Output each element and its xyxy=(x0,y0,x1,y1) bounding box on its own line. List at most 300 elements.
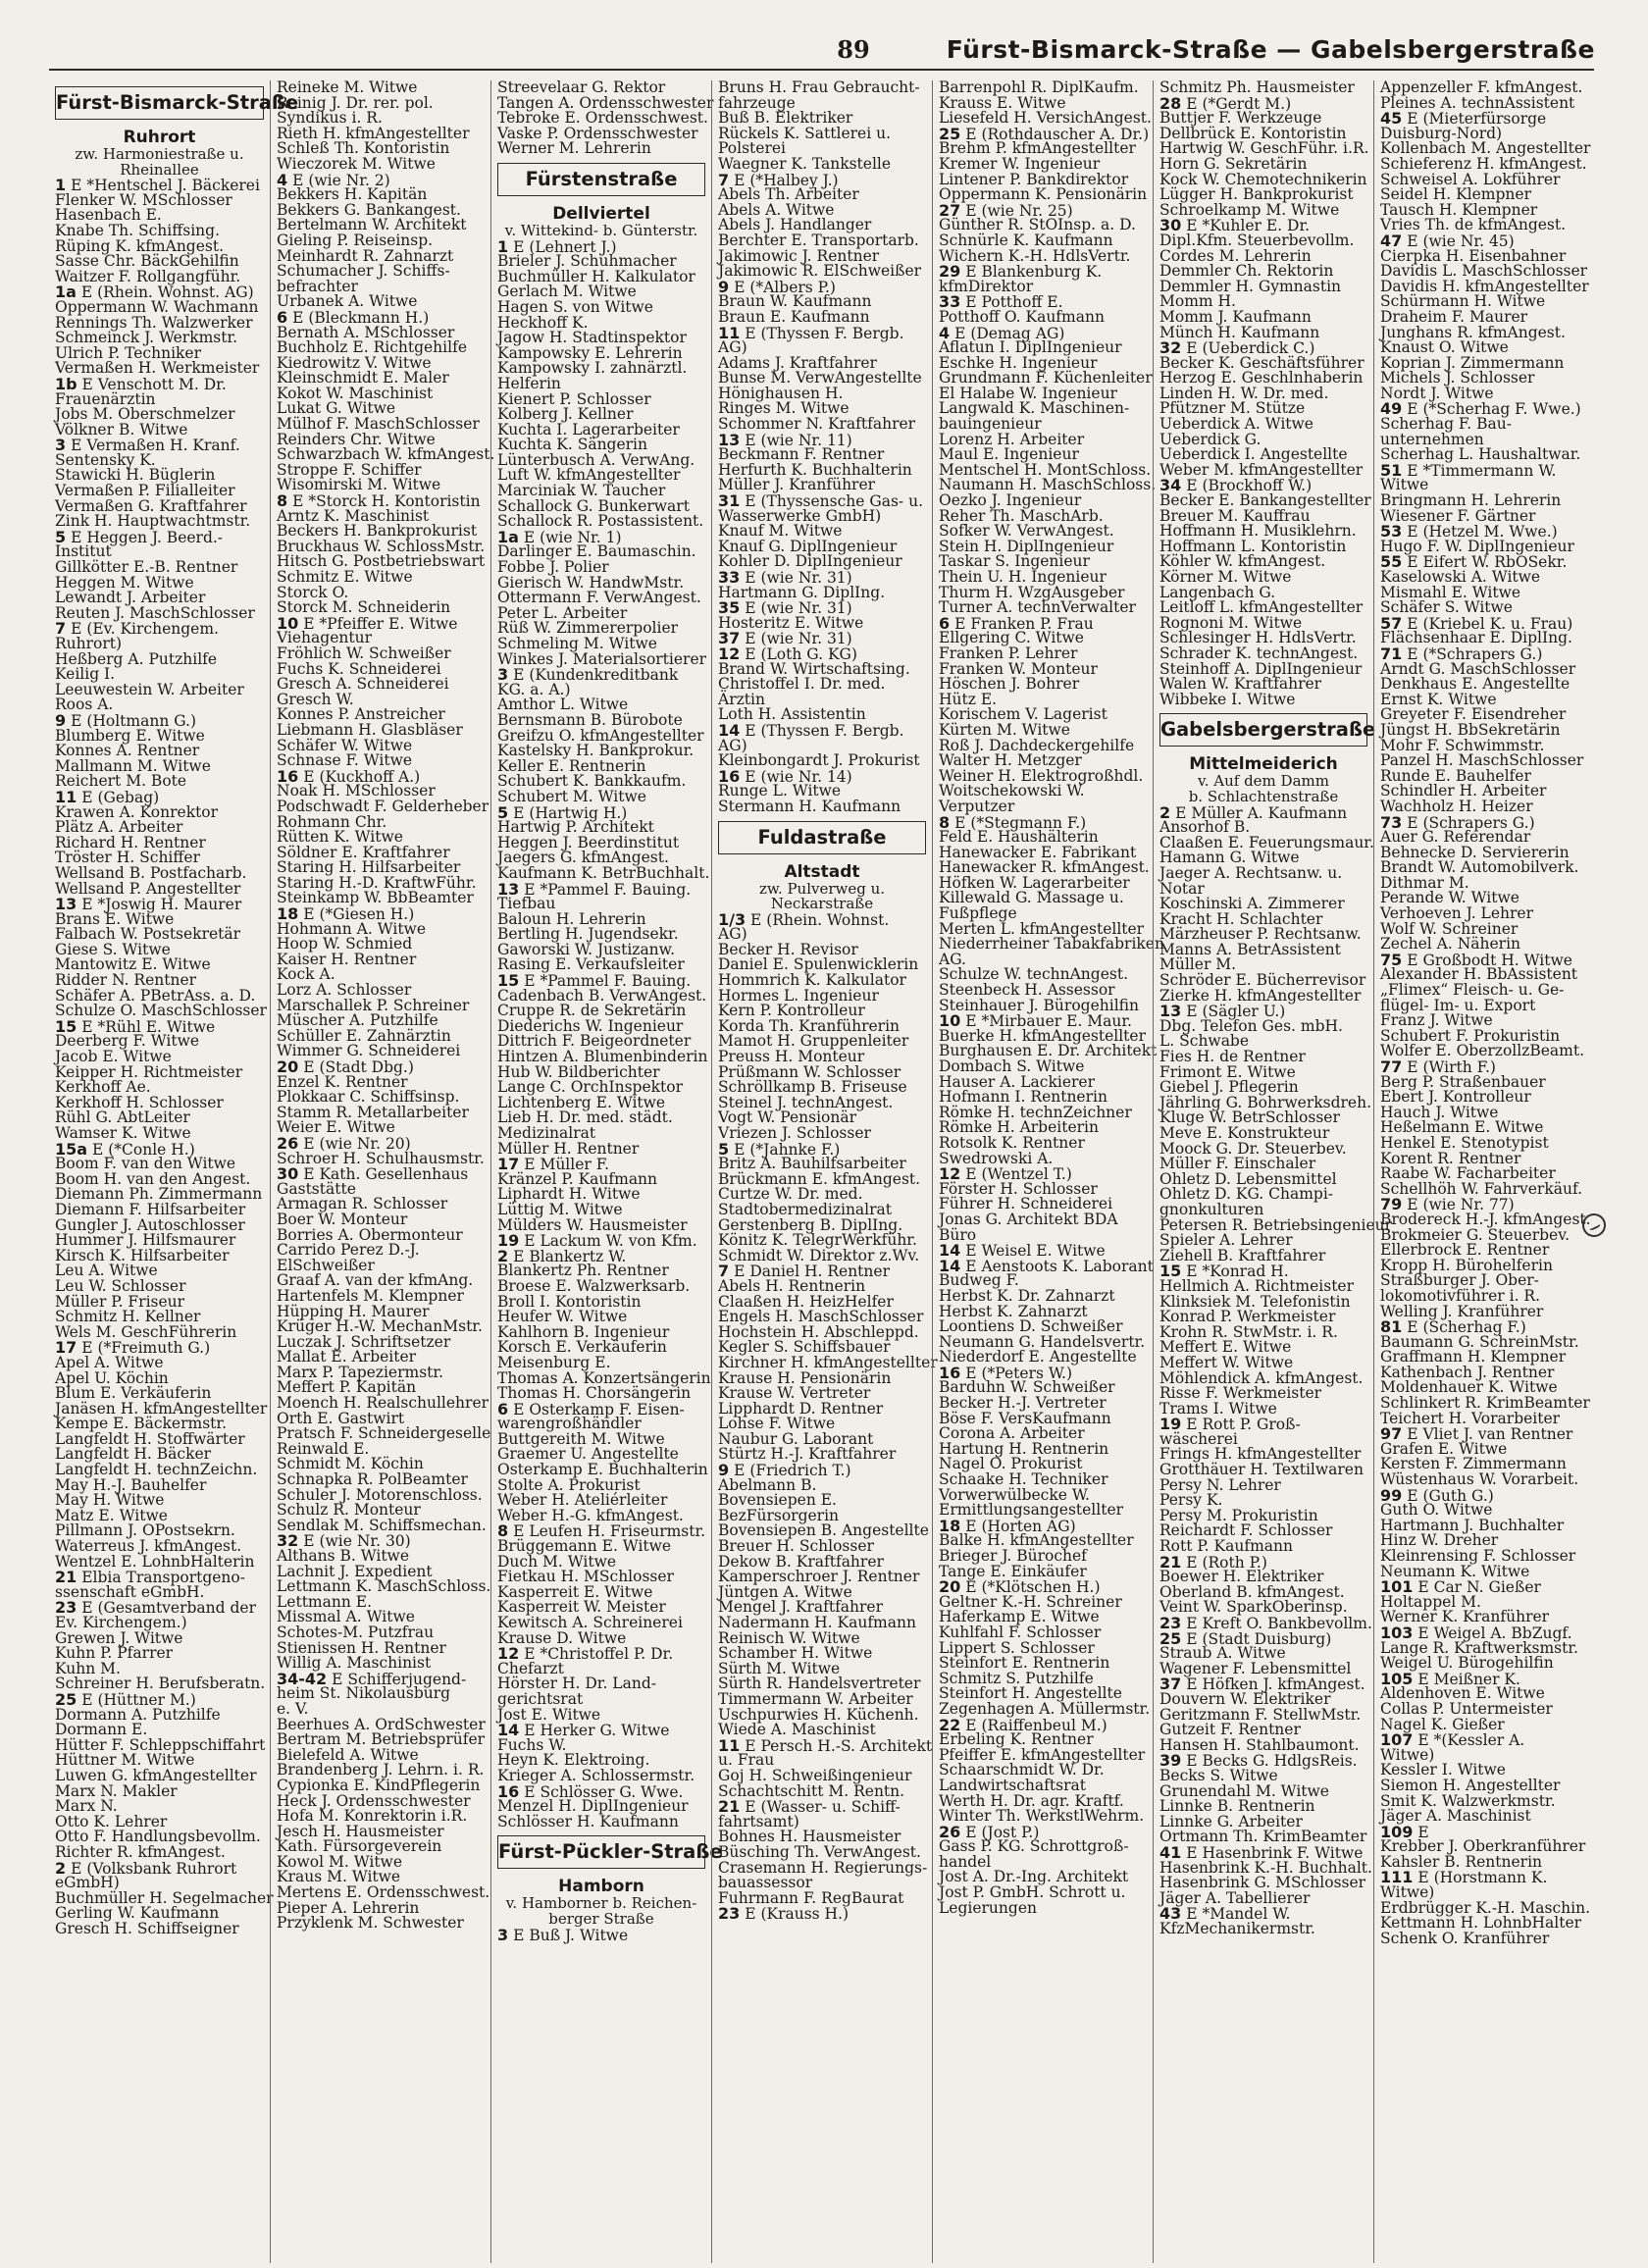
house-number: 11 xyxy=(55,787,77,806)
entry-text: Loth H. Assistentin xyxy=(718,705,866,724)
entry-text: Marx N. xyxy=(55,1797,118,1816)
resident-entry xyxy=(939,1503,1147,1519)
entry-text: Werth H. Dr. agr. Kraftf. xyxy=(939,1791,1124,1810)
column-4 xyxy=(711,78,938,2263)
entry-text: Mertens E. Ordensschwest. xyxy=(277,1883,490,1902)
entry-text: Gungler J. Autoschlosser xyxy=(55,1215,245,1234)
entry-text: Herfurth K. Buchhalterin xyxy=(718,460,912,479)
entry-text: Pratsch F. Schneidergeselle xyxy=(277,1424,491,1443)
entry-text: Korsch E. Verkäuferin xyxy=(497,1338,667,1357)
house-number: 1/3 xyxy=(718,909,747,929)
entry-text: E Osterkamp F. Eisen- xyxy=(513,1400,685,1418)
entry-text: Hartenfels M. Klempner xyxy=(277,1286,464,1305)
resident-entry xyxy=(939,187,1147,203)
entry-text: Schmidt W. Direktor z.Wv. xyxy=(718,1246,920,1264)
entry-text: Hüpping H. Maurer xyxy=(277,1302,430,1320)
entry-text: Brieger J. Bürochef xyxy=(939,1547,1087,1565)
entry-text: Balke H. kfmAngestellter xyxy=(939,1531,1134,1550)
entry-text: Curtze W. Dr. med. xyxy=(718,1185,863,1204)
entry-text: Krause D. Witwe xyxy=(497,1628,627,1647)
entry-text: Jost P. GmbH. Schrott u. xyxy=(939,1883,1126,1902)
entry-text: Kampowsky I. zahnärztl. xyxy=(497,359,688,378)
entry-text: Lintener P. Bankdirektor xyxy=(939,170,1129,188)
entry-text: Ulrich P. Techniker xyxy=(55,343,202,362)
entry-text: Claaßen E. Feuerungsmaur. xyxy=(1159,833,1374,851)
entry-text: E (Thyssensche Gas- u. xyxy=(745,492,924,511)
entry-text: Straub A. Witwe xyxy=(1159,1644,1286,1663)
entry-text: Mantowitz E. Witwe xyxy=(55,955,211,974)
entry-text: Kirchner H. kfmAngestellter xyxy=(718,1353,938,1371)
entry-text: E (wie Nr. 31) xyxy=(745,630,852,648)
entry-text: Keller E. Rentnerin xyxy=(497,756,646,775)
entry-text: Prüßmann W. Schlosser xyxy=(718,1062,901,1081)
entry-text: Schürmann H. Witwe xyxy=(1380,292,1546,311)
entry-text: Grotthäuer H. Textilwaren xyxy=(1159,1461,1364,1479)
house-number: 45 xyxy=(1380,109,1403,129)
entry-text: Wiede A. Maschinist xyxy=(718,1721,876,1739)
entry-text: Kamperschroer J. Rentner xyxy=(718,1568,920,1586)
entry-text: Fies H. de Rentner xyxy=(1159,1048,1306,1066)
entry-text: Meffert E. Witwe xyxy=(1159,1338,1292,1357)
entry-text: Feld E. Haushälterin xyxy=(939,828,1099,847)
entry-text: Beckmann F. Rentner xyxy=(718,445,885,464)
entry-text: Bekkers G. Bankangest. xyxy=(277,200,461,219)
entry-text: Moench H. Realschullehrer xyxy=(277,1394,489,1413)
entry-text: Thein U. H. Ingenieur xyxy=(939,568,1107,586)
entry-text: Davidis H. kfmAngestellter xyxy=(1380,277,1589,295)
entry-text: Bertram M. Betriebsprüfer xyxy=(277,1730,486,1749)
entry-text: Greyeter F. Eisendreher xyxy=(1380,705,1567,724)
house-number: 23 xyxy=(1159,1614,1182,1632)
entry-text: Kaufmann K. BetrBuchhalt. xyxy=(497,863,710,882)
entry-text: E Weisel E. Witwe xyxy=(965,1242,1106,1261)
house-number: 17 xyxy=(497,1155,520,1174)
entry-text: Ansorhof B. xyxy=(1159,818,1251,837)
resident-entry xyxy=(1380,218,1588,233)
house-entry xyxy=(718,909,926,929)
street-heading: Gabelsbergerstraße xyxy=(1159,713,1367,747)
resident-entry xyxy=(1380,1409,1588,1427)
entry-text: E Herker G. Witwe xyxy=(524,1722,670,1740)
entry-text: Schubert M. Witwe xyxy=(497,787,646,805)
entry-text: E (Gesamtverband der xyxy=(81,1599,257,1618)
column-5 xyxy=(932,78,1164,2263)
entry-text: Konnes A. Rentner xyxy=(55,742,200,760)
page-number: 89 xyxy=(837,35,870,64)
entry-text: Flächsenhaar E. DiplIng. xyxy=(1380,629,1572,647)
entry-text: Hanewacker R. kfmAngest. xyxy=(939,858,1150,877)
entry-text: Hartmann G. DiplIng. xyxy=(718,583,886,601)
entry-text: Vaske P. Ordensschwester xyxy=(497,124,698,142)
house-number: 9 xyxy=(55,710,67,730)
house-number: 23 xyxy=(55,1598,77,1618)
entry-text: Wichern K.-H. HdlsVertr. xyxy=(939,246,1131,265)
entry-text: Stadtobermedizinalrat xyxy=(718,1200,893,1218)
entry-text: wäscherei xyxy=(1159,1429,1238,1448)
entry-text: Gierisch W. HandwMstr. xyxy=(497,573,685,592)
entry-text: Kuhlfahl F. Schlosser xyxy=(939,1623,1102,1641)
entry-text: E (*Klötschen H.) xyxy=(965,1578,1101,1597)
entry-text: Kerkhoff H. Schlosser xyxy=(55,1093,224,1111)
entry-text: Barduhn W. Schweißer xyxy=(939,1378,1115,1397)
house-number: 99 xyxy=(1380,1485,1403,1505)
entry-text: E Leufen H. Friseurmstr. xyxy=(513,1522,706,1541)
entry-text: Winkes J. Materialsortierer xyxy=(497,649,707,668)
entry-text: Matz E. Witwe xyxy=(55,1506,168,1524)
resident-entry xyxy=(939,1562,1147,1580)
entry-text: e. V. xyxy=(277,1699,309,1718)
entry-text: Chefarzt xyxy=(497,1659,564,1677)
entry-text: Weber H. Ateliérleiter xyxy=(497,1491,668,1510)
entry-text: Graaf A. van der kfmAng. xyxy=(277,1271,474,1290)
entry-text: May H. Witwe xyxy=(55,1491,165,1510)
entry-text: Heßelmann E. Witwe xyxy=(1380,1118,1544,1137)
entry-text: Darlinger E. Baumaschin. xyxy=(497,542,696,561)
entry-text: Bringmann H. Lehrerin xyxy=(1380,491,1562,510)
house-number: 15a xyxy=(55,1139,88,1159)
entry-text: Hagen S. von Witwe xyxy=(497,297,653,316)
entry-text: Risse F. Werkmeister xyxy=(1159,1384,1322,1403)
entry-text: Bekkers H. Kapitän xyxy=(277,185,428,204)
entry-text: Erbeling K. Rentner xyxy=(939,1730,1094,1749)
entry-text: Ortmann Th. KrimBeamter xyxy=(1159,1828,1367,1846)
house-number: 18 xyxy=(277,904,299,924)
entry-text: Swedrowski A. xyxy=(939,1149,1054,1167)
entry-text: Kaiser H. Rentner xyxy=(277,950,417,968)
entry-text: Richter R. kfmAngest. xyxy=(55,1842,226,1861)
entry-text: Kath. Fürsorgeverein xyxy=(277,1837,442,1856)
entry-text: Tausch H. Klempner xyxy=(1380,200,1538,219)
street-range: b. Schlachtenstraße xyxy=(1188,787,1339,805)
entry-text: Dormann A. Putzhilfe xyxy=(55,1705,221,1724)
entry-text: Braun W. Kaufmann xyxy=(718,292,872,311)
street-range: v. Auf dem Damm xyxy=(1198,772,1329,791)
entry-text: Kuhn M. xyxy=(55,1659,121,1677)
entry-text: Peter L. Arbeiter xyxy=(497,603,628,622)
house-number: 19 xyxy=(1159,1415,1182,1434)
entry-text: Krüger H.-W. MechanMstr. xyxy=(277,1317,483,1336)
entry-text: Bertling H. Jugendsekr. xyxy=(497,925,679,944)
entry-text: Duch M. Witwe xyxy=(497,1552,617,1571)
entry-text: gnonkulturen xyxy=(1159,1200,1264,1218)
entry-text: Schamber H. Witwe xyxy=(718,1644,873,1663)
entry-text: Hosteritz E. Witwe xyxy=(718,613,864,632)
house-number: 9 xyxy=(718,1461,730,1480)
entry-text: Hofa M. Konrektorin i.R. xyxy=(277,1807,468,1826)
entry-text: Michels J. Schlosser xyxy=(1380,369,1535,387)
entry-text: Graffmann H. Klempner xyxy=(1380,1348,1567,1366)
entry-text: E (*Schrapers G.) xyxy=(1407,644,1543,663)
entry-text: Roos A. xyxy=(55,696,114,714)
house-number: 107 xyxy=(1380,1730,1414,1750)
entry-text: Cypionka E. KindPflegerin xyxy=(277,1776,481,1794)
entry-text: Preuss H. Monteur xyxy=(718,1048,865,1066)
entry-text: Steinel J. technAngest. xyxy=(718,1093,894,1111)
entry-text: Verhoeven J. Lehrer xyxy=(1380,904,1533,923)
house-number: 15 xyxy=(497,971,520,991)
house-number: 22 xyxy=(939,1715,961,1734)
entry-text: Rütten K. Witwe xyxy=(277,828,403,847)
entry-text: Witwe) xyxy=(1380,1745,1435,1764)
entry-text: Wachholz H. Heizer xyxy=(1380,797,1533,815)
entry-text: Sentensky K. xyxy=(55,450,156,469)
entry-text: Flenker W. MSchlosser xyxy=(55,190,232,209)
resident-entry xyxy=(1380,93,1588,112)
entry-text: Bruns H. Frau Gebraucht- xyxy=(718,78,920,96)
entry-text: Schäfer W. Witwe xyxy=(277,736,413,754)
entry-text: Rühl G. AbtLeiter xyxy=(55,1108,190,1127)
entry-text: Storck O. xyxy=(277,583,349,601)
entry-text: Reinisch W. Witwe xyxy=(718,1628,860,1647)
entry-text: Krebber J. Oberkranführer xyxy=(1380,1837,1586,1856)
entry-text: Linden H. W. Dr. med. xyxy=(1159,384,1329,402)
entry-text: Mallmann M. Witwe xyxy=(55,756,211,775)
entry-text: Panzel H. MaschSchlosser xyxy=(1380,751,1584,770)
entry-text: Jobs M. Oberschmelzer xyxy=(55,405,235,424)
resident-entry xyxy=(497,1215,705,1234)
entry-text: Müller P. Friseur xyxy=(55,1292,185,1311)
house-number: 8 xyxy=(939,812,951,832)
entry-text: Niederrheiner Tabakfabriken xyxy=(939,935,1164,954)
resident-entry xyxy=(1380,1472,1588,1488)
entry-text: Armagan R. Schlosser xyxy=(277,1195,448,1213)
entry-text: E Vermaßen H. Kranf. xyxy=(71,437,240,455)
entry-text: L. Schwabe xyxy=(1159,1032,1250,1051)
entry-text: Aflatun I. DiplIngenieur xyxy=(939,338,1122,357)
entry-text: E (*Giesen H.) xyxy=(303,905,415,924)
entry-text: Niederdorf E. Angestellte xyxy=(939,1348,1137,1366)
entry-text: Schubert K. Bankkaufm. xyxy=(497,772,687,791)
entry-text: El Halabe W. Ingenieur xyxy=(939,384,1117,402)
entry-text: Schaake H. Techniker xyxy=(939,1470,1108,1489)
entry-text: Appenzeller F. kfmAngest. xyxy=(1380,78,1583,96)
entry-text: Schulze O. MaschSchlosser xyxy=(55,1002,267,1020)
house-number: 51 xyxy=(1380,460,1403,480)
entry-text: Kirsch K. Hilfsarbeiter xyxy=(55,1246,230,1264)
entry-text: Cordes M. Lehrerin xyxy=(1159,246,1312,265)
entry-text: Reuten J. MaschSchlosser xyxy=(55,603,255,622)
entry-text: Geritzmann F. StellwMstr. xyxy=(1159,1705,1362,1724)
entry-text: Rotsolk K. Rentner xyxy=(939,1133,1085,1152)
entry-text: Denkhaus E. Angestellte xyxy=(1380,675,1571,694)
entry-text: Bunse M. VerwAngestellte xyxy=(718,369,922,387)
entry-text: Gieling P. Reiseinsp. xyxy=(277,231,434,249)
entry-text: E Weigel A. BbZugf. xyxy=(1417,1624,1572,1642)
entry-text: Meffert P. Kapitän xyxy=(277,1378,417,1397)
house-number: 5 xyxy=(55,527,67,546)
resident-entry xyxy=(55,1322,264,1341)
resident-entry xyxy=(939,799,1147,815)
house-entry xyxy=(497,1233,705,1249)
entry-text: E (Ev. Kirchengem. xyxy=(71,620,219,639)
entry-text: BezFürsorgerin xyxy=(718,1506,840,1524)
entry-text: Führer H. Schneiderei xyxy=(939,1195,1113,1213)
entry-text: Nordt J. Witwe xyxy=(1380,384,1494,402)
entry-text: Dipl.Kfm. Steuerbevollm. xyxy=(1159,231,1355,249)
entry-text: Märzheuser P. Rechtsanw. xyxy=(1159,925,1362,944)
entry-text: Ellerbrock E. Rentner xyxy=(1380,1241,1550,1260)
entry-text: Kracht H. Schlachter xyxy=(1159,909,1323,928)
resident-entry xyxy=(939,1149,1147,1167)
resident-entry xyxy=(1380,799,1588,815)
resident-entry xyxy=(55,1676,264,1692)
entry-text: E *Pammel F. Bauing. xyxy=(524,880,692,899)
entry-text: Herbst K. Dr. Zahnarzt xyxy=(939,1286,1115,1305)
house-number: 13 xyxy=(497,879,520,899)
entry-text: Schmitz S. Putzhilfe xyxy=(939,1669,1094,1687)
entry-text: Vorwerwülbecke W. xyxy=(939,1485,1090,1504)
house-number: 2 xyxy=(55,1858,67,1878)
house-number: 15 xyxy=(1159,1262,1182,1281)
entry-text: Rüping K. kfmAngest. xyxy=(55,236,225,255)
entry-text: Schlinkert R. KrimBeamter xyxy=(1380,1394,1590,1413)
entry-text: Smit K. Walzwerkmstr. xyxy=(1380,1791,1556,1810)
entry-text: Kränzel P. Kaufmann xyxy=(497,1169,658,1188)
entry-text: Landwirtschaftsrat xyxy=(939,1776,1086,1794)
entry-text: Haferkamp E. Witwe xyxy=(939,1608,1100,1626)
entry-text: Schrader K. technAngest. xyxy=(1159,644,1359,662)
entry-text: Beckers H. Bankprokurist xyxy=(277,522,478,541)
entry-text: Storck M. Schneiderin xyxy=(277,598,451,617)
entry-text: Wasserwerke GmbH) xyxy=(718,506,882,525)
entry-text: Kleinrensing F. Schlosser xyxy=(1380,1547,1576,1565)
entry-text: Keipper H. Richtmeister xyxy=(55,1062,243,1081)
entry-text: Hommrich K. Kalkulator xyxy=(718,971,906,990)
entry-text: E (Lehnert J.) xyxy=(513,237,617,256)
house-number: 27 xyxy=(939,200,961,220)
entry-text: Arndt G. MaschSchlosser xyxy=(1380,659,1576,678)
house-number: 28 xyxy=(1159,93,1182,113)
entry-text: E *Mirbauer E. Maur. xyxy=(965,1012,1132,1031)
entry-text: Boom H. van den Angest. xyxy=(55,1169,251,1188)
entry-text: Linnke G. Arbeiter xyxy=(1159,1812,1303,1830)
entry-text: Institut xyxy=(55,542,112,561)
entry-text: Langfeldt H. technZeichn. xyxy=(55,1461,258,1479)
entry-text: Krause W. Vertreter xyxy=(718,1384,871,1403)
entry-text: Brodereck H.-J. kfmAngest. xyxy=(1380,1210,1591,1228)
entry-text: Cruppe R. de Sekretärin xyxy=(497,1002,687,1020)
entry-text: Polsterei xyxy=(718,139,786,158)
entry-text: Crasemann H. Regierungs- xyxy=(718,1858,928,1877)
entry-text: Kettmann H. LohnbHalter xyxy=(1380,1914,1582,1933)
entry-text: Ueberdick G. xyxy=(1159,430,1262,448)
entry-text: E (Scherhag F.) xyxy=(1407,1318,1526,1337)
entry-text: Rennings Th. Walzwerker xyxy=(55,313,253,332)
entry-text: Janäsen H. kfmAngestellter xyxy=(55,1399,268,1418)
house-number: 109 xyxy=(1380,1822,1414,1841)
entry-text: warengroßhändler xyxy=(497,1415,642,1433)
entry-text: Waegner K. Tankstelle xyxy=(718,154,892,173)
entry-text: Hofmann I. Rentnerin xyxy=(939,1088,1107,1107)
entry-text: Demmler H. Gymnastin xyxy=(1159,277,1342,295)
entry-text: Schmeinck J. Werkmstr. xyxy=(55,329,238,347)
entry-text: Walen W. Kraftfahrer xyxy=(1159,675,1322,694)
resident-entry xyxy=(1380,1179,1588,1198)
entry-text: E Müller A. Kaufmann xyxy=(1175,803,1348,822)
entry-text: E (wie Nr. 2) xyxy=(292,171,390,189)
entry-text: Junghans R. kfmAngest. xyxy=(1380,323,1566,341)
entry-text: Heggen M. Witwe xyxy=(55,573,194,592)
entry-text: Becker K. Geschäftsführer xyxy=(1159,353,1365,372)
entry-text: Ellgering C. Witwe xyxy=(939,629,1084,647)
entry-text: Kewitsch A. Schreinerei xyxy=(497,1614,683,1631)
entry-text: Krause H. Pensionärin xyxy=(718,1368,892,1387)
entry-text: Runge L. Witwe xyxy=(718,782,842,800)
entry-text: Holtappel M. xyxy=(1380,1592,1481,1611)
entry-text: Schröder E. Bücherrevisor xyxy=(1159,971,1366,990)
entry-text: Günther R. StOInsp. a. D. xyxy=(939,216,1136,234)
house-number: 16 xyxy=(277,766,299,786)
entry-text: E Eifert W. RbOSekr. xyxy=(1407,553,1568,572)
resident-entry xyxy=(277,1916,485,1932)
district-name: Altstadt xyxy=(784,861,860,882)
resident-entry xyxy=(55,1919,264,1937)
house-number: 37 xyxy=(718,629,741,648)
entry-text: Fuchs W. xyxy=(497,1735,567,1754)
entry-text: Jakimowic J. Rentner xyxy=(718,246,880,265)
entry-text: Maul E. Ingenieur xyxy=(939,445,1079,464)
resident-entry xyxy=(277,478,485,493)
entry-text: Douvern W. Elektriker xyxy=(1159,1689,1331,1708)
entry-text: Kiedrowitz V. Witwe xyxy=(277,353,432,372)
house-number: 75 xyxy=(1380,950,1403,969)
entry-text: Hönighausen H. xyxy=(718,384,844,402)
resident-entry xyxy=(1380,1302,1588,1320)
entry-text: Hub W. Bildberichter xyxy=(497,1062,660,1081)
entry-text: Buß B. Elektriker xyxy=(718,109,853,128)
house-number: 6 xyxy=(277,307,288,327)
entry-text: Vogt W. Pensionär xyxy=(718,1108,857,1127)
entry-text: Britz A. Bauhilfsarbeiter xyxy=(718,1155,906,1173)
entry-text: Höfken W. Lagerarbeiter xyxy=(939,873,1130,892)
resident-entry xyxy=(497,787,705,805)
entry-text: Steinhauer J. Bürogehilfin xyxy=(939,996,1139,1014)
entry-text: Tebroke E. Ordensschwest. xyxy=(497,109,708,128)
entry-text: Medizinalrat xyxy=(497,1124,596,1142)
entry-text: E (Mieterfürsorge xyxy=(1407,110,1547,129)
entry-text: E (*Albers P.) xyxy=(734,278,836,296)
house-entry xyxy=(939,1243,1147,1259)
entry-text: Jaegers G. kfmAngest. xyxy=(497,849,669,867)
entry-text: Barrenpohl R. DiplKaufm. xyxy=(939,78,1139,96)
house-number: 20 xyxy=(939,1577,961,1597)
resident-entry xyxy=(939,246,1147,265)
entry-text: Richard H. Rentner xyxy=(55,833,206,851)
entry-text: Boom F. van den Witwe xyxy=(55,1155,236,1173)
entry-text: Schmitz H. Kellner xyxy=(55,1308,201,1326)
entry-text: Kock A. xyxy=(277,965,335,984)
entry-text: bauassessor xyxy=(718,1874,813,1892)
entry-text: lokomotivführer i. R. xyxy=(1380,1286,1541,1305)
house-number: 55 xyxy=(1380,552,1403,572)
entry-text: KfzMechanikermstr. xyxy=(1159,1919,1315,1937)
entry-text: E (wie Nr. 31) xyxy=(745,569,852,587)
entry-text: kfmDirektor xyxy=(939,277,1034,295)
entry-text: Luczak J. Schriftsetzer xyxy=(277,1332,451,1351)
entry-text: Lipphardt D. Rentner xyxy=(718,1399,884,1418)
entry-text: Reichardt F. Schlosser xyxy=(1159,1521,1333,1540)
entry-text: Wellsand B. Postfacharb. xyxy=(55,863,247,882)
entry-text: Hütz E. xyxy=(939,690,998,708)
entry-text: E Lackum W. von Kfm. xyxy=(524,1232,697,1251)
entry-text: Claaßen H. HeizHelfer xyxy=(718,1292,894,1311)
entry-text: Fietkau H. MSchlosser xyxy=(497,1568,674,1586)
entry-text: Hüttner M. Witwe xyxy=(55,1751,195,1770)
entry-text: Ev. Kirchengem.) xyxy=(55,1614,187,1631)
entry-text: Kraus M. Witwe xyxy=(277,1868,401,1886)
entry-text: Kasperreit W. Meister xyxy=(497,1598,666,1617)
entry-text: Winter Th. WerkstlWehrm. xyxy=(939,1807,1145,1826)
